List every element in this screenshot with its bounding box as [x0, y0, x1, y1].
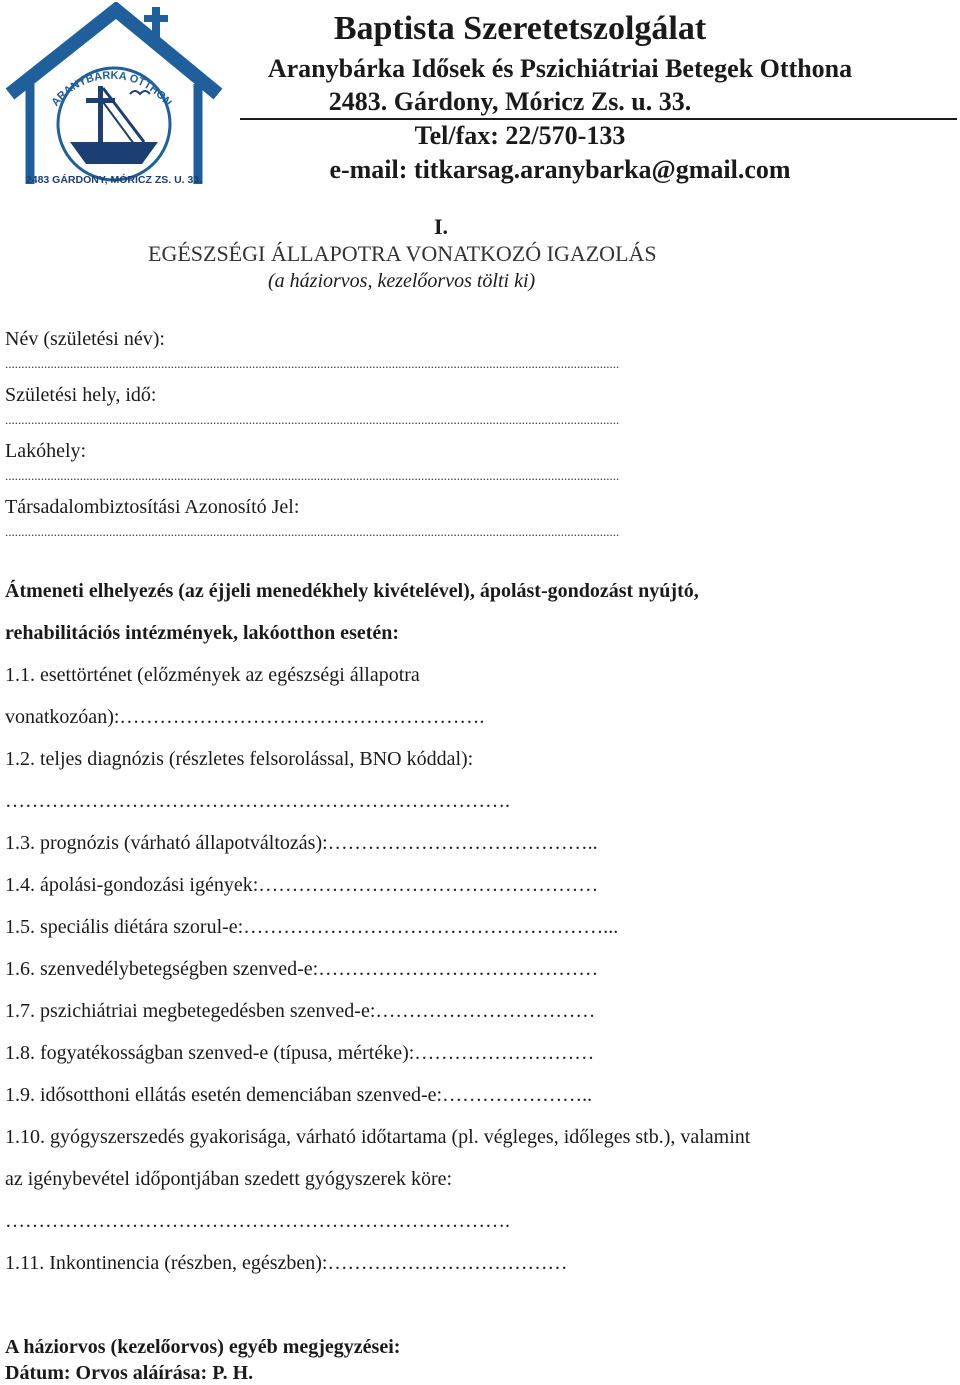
item-1-10-line2: az igénybevétel időpontjában szedett gyógyszerek köre: [5, 1168, 453, 1190]
residence-dots[interactable]: ............................................................................................................................................................................................. [5, 468, 620, 483]
birth-dots[interactable]: ............................................................................................................................................................................................. [5, 412, 620, 427]
logo-bottom-text: 2483 GÁRDONY, MÓRICZ ZS. U. 33. [25, 174, 203, 186]
item-1-2-dots[interactable]: …………………………………………………………………. [5, 790, 510, 812]
title-number: I. [434, 214, 449, 239]
item-1-3[interactable]: 1.3. prognózis (várható állapotváltozás):………………………………….. [5, 832, 598, 854]
logo-graphic [4, 2, 224, 192]
title-sub: (a háziorvos, kezelőorvos tölti ki) [268, 270, 536, 292]
item-1-4[interactable]: 1.4. ápolási-gondozási igények:…………………………………………… [5, 874, 599, 896]
item-1-8[interactable]: 1.8. fogyatékosságban szenved-e (típusa, mértéke):……………………… [5, 1042, 595, 1064]
item-1-10-dots[interactable]: …………………………………………………………………. [5, 1210, 510, 1232]
taj-label: Társadalombiztosítási Azonosító Jel: [5, 496, 300, 518]
item-1-7[interactable]: 1.7. pszichiátriai megbetegedésben szenved-e:…………………………… [5, 1000, 596, 1022]
section-heading-line1: Átmeneti elhelyezés (az éjjeli menedékhely kivételével), ápolást-gondozást nyújtó, [5, 580, 699, 602]
logo [4, 2, 224, 192]
item-1-9[interactable]: 1.9. idősotthoni ellátás esetén demenciában szenved-e:………………….. [5, 1084, 593, 1106]
date-signature-line: Dátum: Orvos aláírása: P. H. [5, 1362, 254, 1384]
item-1-5[interactable]: 1.5. speciális diétára szorul-e:………………………………………………... [5, 916, 619, 938]
item-1-11[interactable]: 1.11. Inkontinencia (részben, egészben):……………………………… [5, 1252, 568, 1274]
org-name: Baptista Szeretetszolgálat [333, 10, 707, 47]
header-rule [240, 118, 957, 120]
item-1-1-line1: 1.1. esettörténet (előzmények az egészségi állapotra [5, 664, 420, 686]
item-1-10-line1: 1.10. gyógyszerszedés gyakorisága, várható időtartama (pl. végleges, időleges stb.), valamint [5, 1126, 751, 1148]
logo-arc-text: ARANYBÁRKA OTTHON [49, 69, 174, 109]
home-name: Aranybárka Idősek és Pszichiátriai Betegek Otthona [267, 54, 853, 83]
name-dots[interactable]: ............................................................................................................................................................................................. [5, 356, 620, 371]
item-1-1-line2[interactable]: vonatkozóan):………………………………………………. [5, 706, 485, 728]
phone: Tel/fax: 22/570-133 [414, 121, 626, 150]
title-main: EGÉSZSÉGI ÁLLAPOTRA VONATKOZÓ IGAZOLÁS [148, 241, 657, 266]
remarks-label: A háziorvos (kezelőorvos) egyéb megjegyzései: [5, 1336, 401, 1358]
item-1-6[interactable]: 1.6. szenvedélybetegségben szenved-e:…………………………………… [5, 958, 599, 980]
taj-dots[interactable]: ............................................................................................................................................................................................. [5, 524, 620, 539]
email: e-mail: titkarsag.aranybarka@gmail.com [329, 155, 791, 184]
name-label: Név (születési név): [5, 328, 165, 350]
item-1-2: 1.2. teljes diagnózis (részletes felsorolással, BNO kóddal): [5, 748, 474, 770]
section-heading-line2: rehabilitációs intézmények, lakóotthon esetén: [5, 622, 400, 644]
address: 2483. Gárdony, Móricz Zs. u. 33. [328, 87, 692, 116]
residence-label: Lakóhely: [5, 440, 87, 462]
birth-label: Születési hely, idő: [5, 384, 157, 406]
